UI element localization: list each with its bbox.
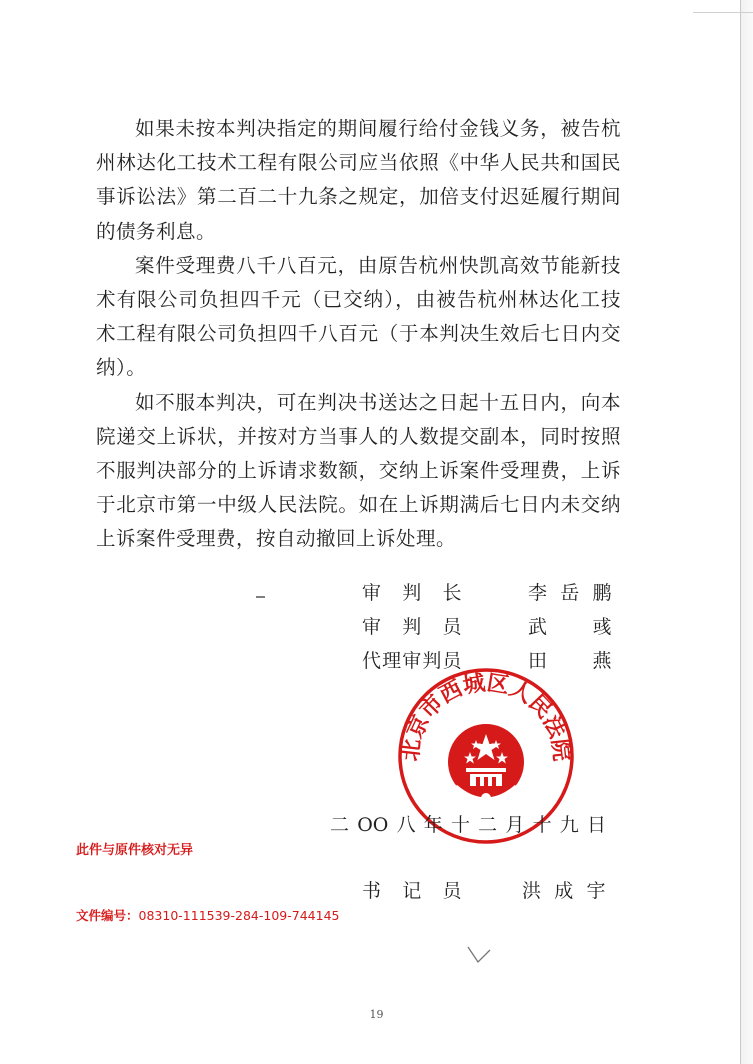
seal-text: 北京市西城区人民法院 [397, 669, 575, 763]
clerk-role: 书记员 [362, 880, 462, 902]
chief-judge-name: 李岳鹏 [528, 582, 612, 604]
judge-role: 审判员 [362, 616, 462, 638]
page-corner [693, 0, 753, 13]
judgment-body [96, 112, 621, 557]
paragraph-enforcement: 如果未按本判决指定的期间履行给付金钱义务，被告杭州林达化工技术工程有限公司应当依照《中华人民共和国民事诉讼法》第二百二十九条之规定，加倍支付迟延履行期间的债务利息。 [96, 117, 621, 243]
check-mark [466, 944, 492, 966]
page-edge [740, 0, 753, 1064]
acting-judge-role: 代理审判员 [362, 650, 462, 672]
national-emblem [448, 724, 524, 803]
certification-note: 此件与原件核对无异 [76, 843, 194, 858]
paragraph-case-fee: 案件受理费八千八百元，由原告杭州快凯高效节能新技术有限公司负担四千元（已交纳），由被告杭州林达化工技术工程有限公司负担四千八百元（于本判决生效后七日内交纳）。 [96, 253, 621, 380]
page-number: 19 [369, 1008, 384, 1021]
file-number-label: 文件编号： [76, 908, 139, 923]
file-number [76, 906, 339, 924]
chief-judge-role: 审判长 [362, 582, 462, 604]
stray-mark [255, 594, 267, 600]
paragraph-appeal: 如不服本判决，可在判决书送达之日起十五日内，向本院递交上诉状，并按对方当事人的人数提交副本，同时按照不服判决部分的上诉请求数额，交纳上诉案件受理费，上诉于北京市第一中级人民法院。如在上诉期满后七日内未交纳上诉案件受理费，按自动撤回上诉处理。 [96, 390, 621, 551]
judge-name: 武彧 [528, 616, 612, 638]
file-number-value: 08310-111539-284-109-744145 [138, 908, 340, 923]
acting-judge-name: 田燕 [528, 650, 612, 672]
judgment-date: 二OO八年十二月十九日 [330, 814, 606, 836]
clerk-name: 洪成宇 [522, 880, 606, 902]
